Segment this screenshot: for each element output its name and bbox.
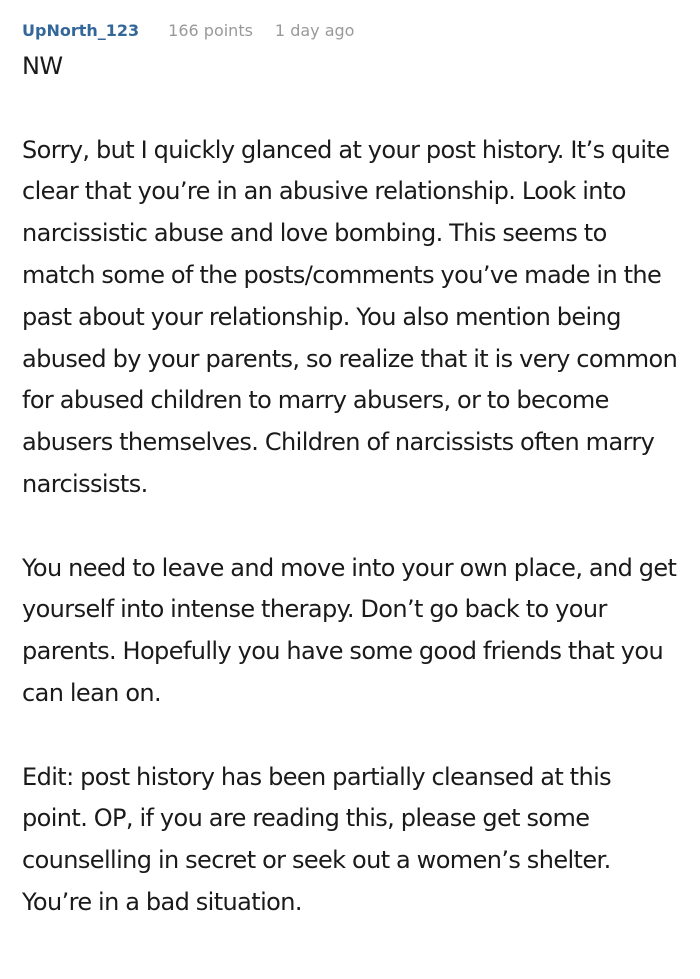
comment-paragraph-4: Edit: post history has been partially cleansed at this point. OP, if you are reading this, please get some counselling in secret or seek out a women’s shelter. You’re in a bad situation. [22,762,612,916]
comment-points: 166 points [168,21,253,40]
comment-body [22,46,682,924]
comment [22,16,682,924]
comment-paragraph-3: You need to leave and move into your own place, and get yourself into intense therapy. Don’t go back to your parents. Hopefully you have some good friends that you can lean on. [22,553,677,707]
comment-author-link[interactable]: UpNorth_123 [22,21,140,40]
comment-meta [22,16,682,46]
comment-paragraph-2: Sorry, but I quickly glanced at your post history. It’s quite clear that you’re in an abusive relationship. Look into narcissistic abuse and love bombing. This seems to match some of the posts/comments you’ve made in the past about your relationship. You also mention being abused by your parents, so realize that it is very common for abused children to marry abusers, or to become abusers themselves. Children of narcissists often marry narcissists. [22,135,678,498]
comment-paragraph-1: NW [22,52,63,80]
comment-timestamp: 1 day ago [274,21,355,40]
